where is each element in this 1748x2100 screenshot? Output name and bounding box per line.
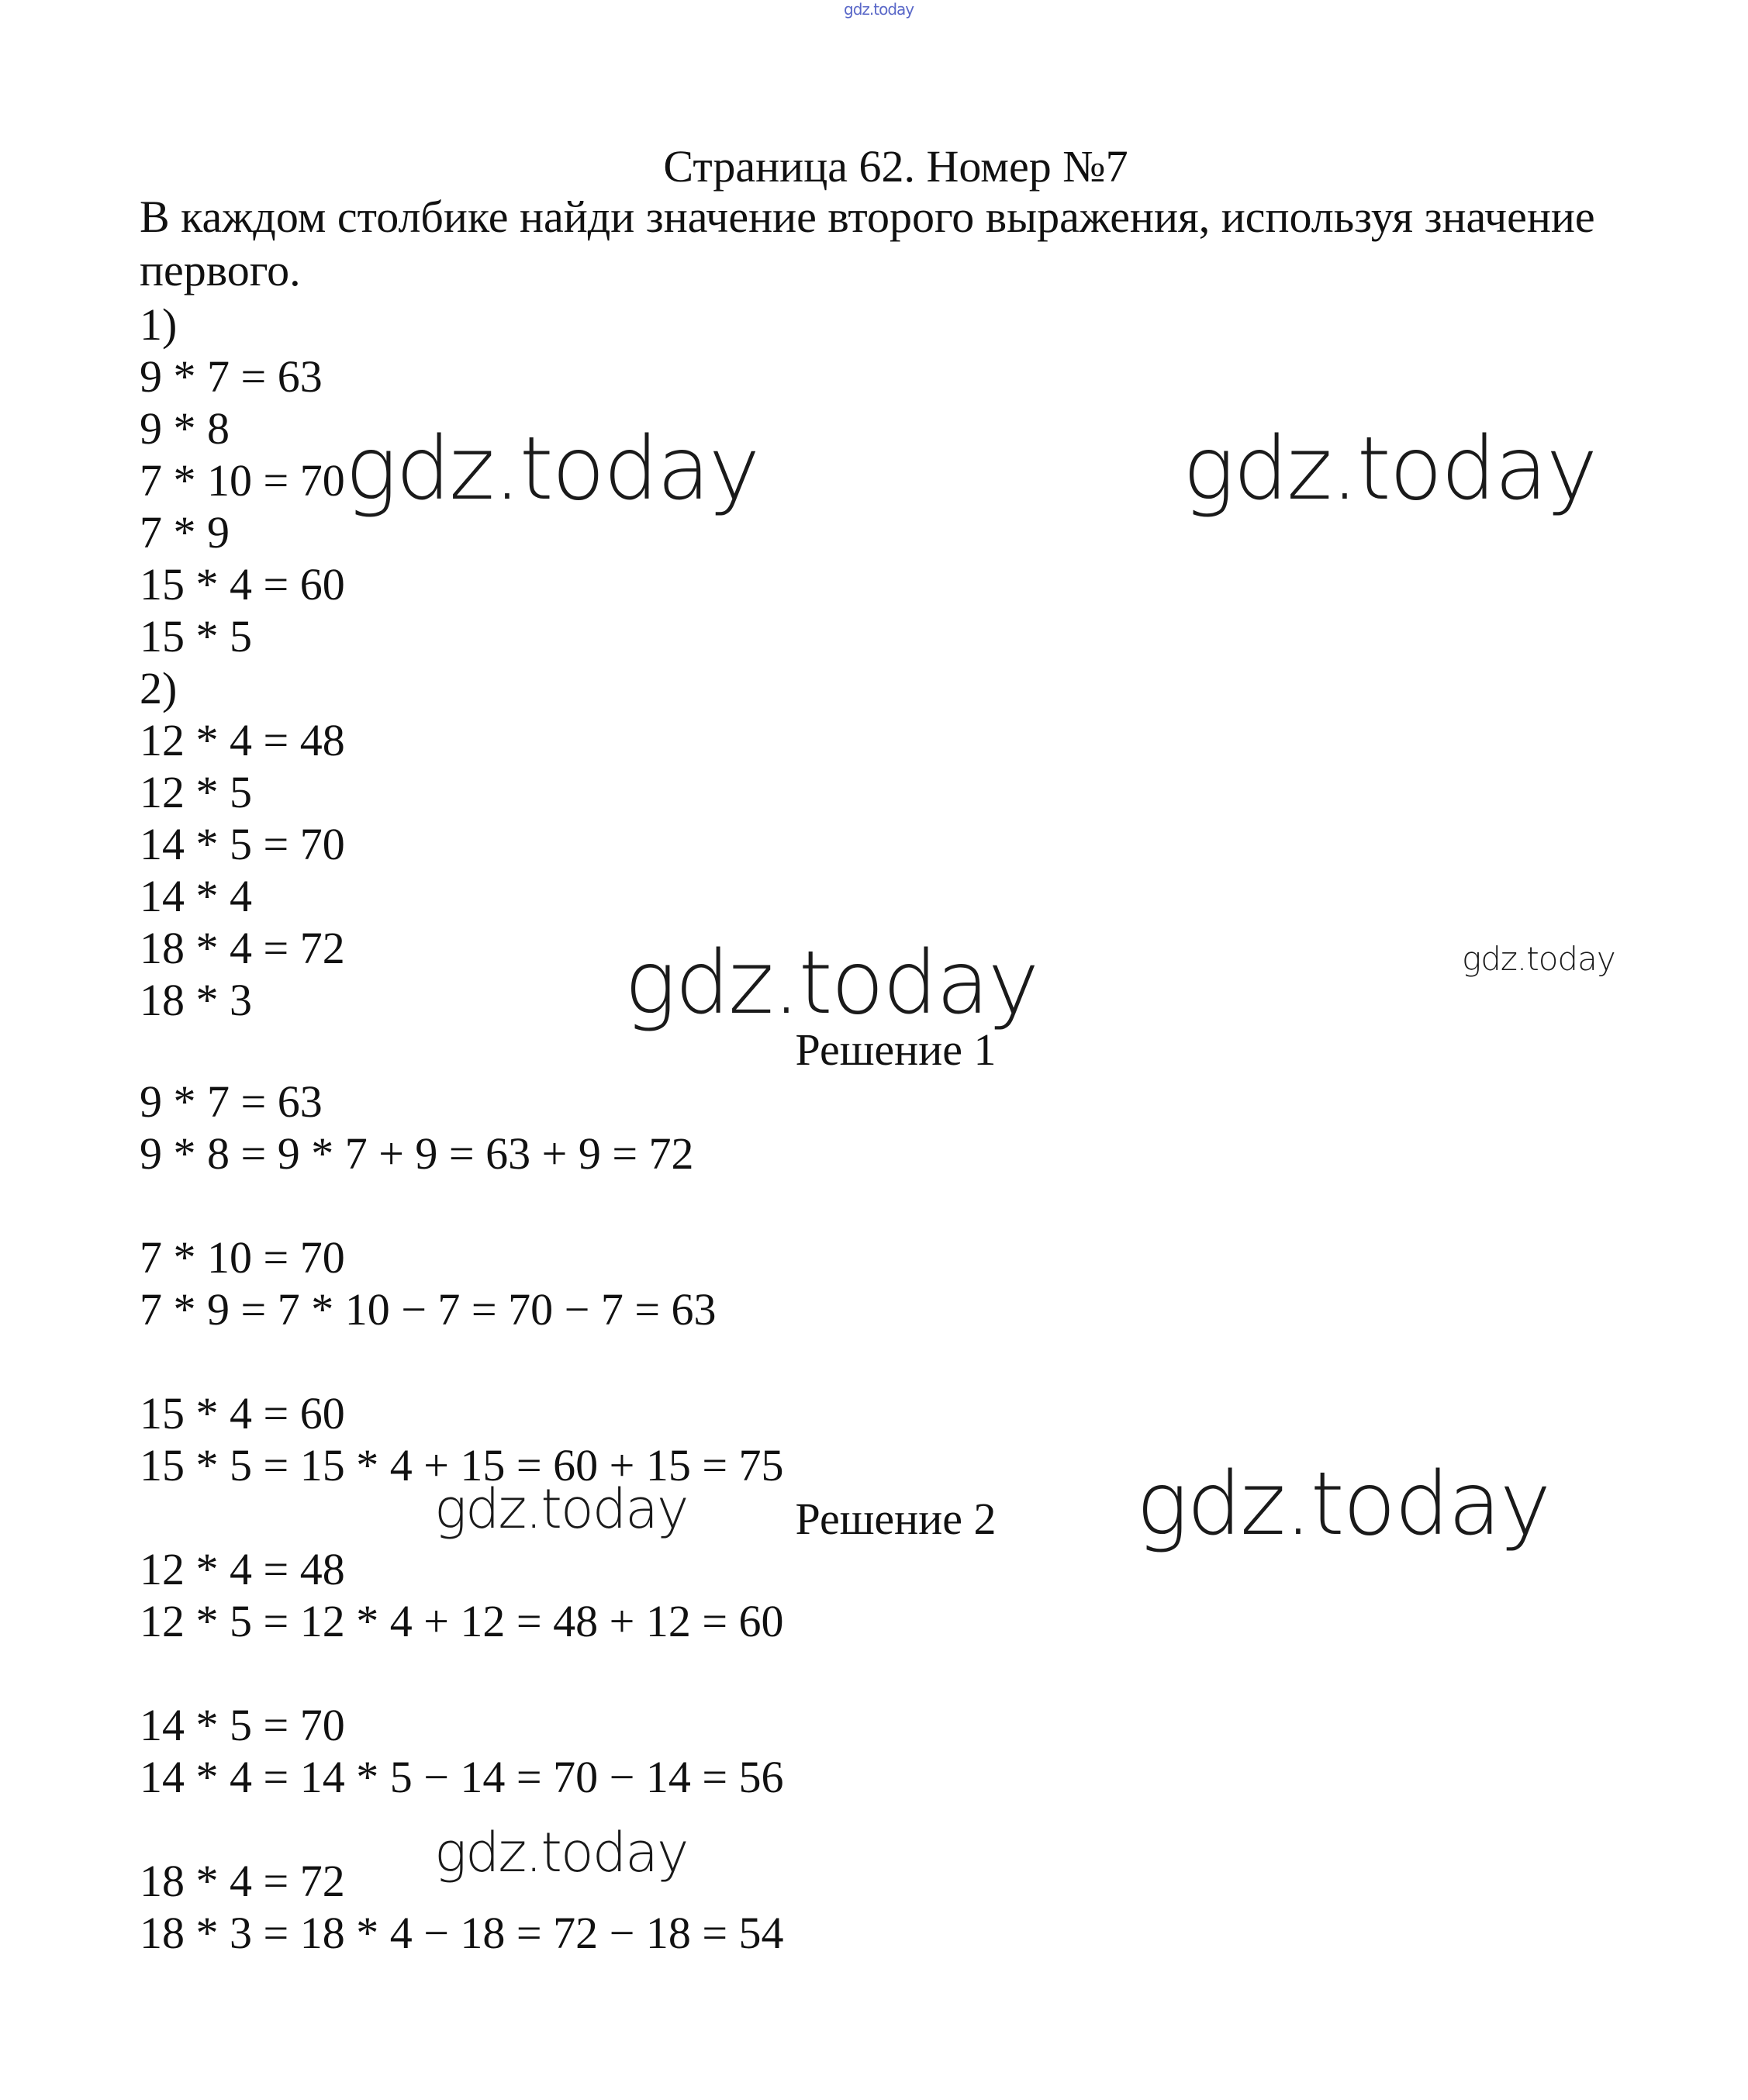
watermark: gdz.today	[1183, 419, 1597, 520]
watermark: gdz.today	[1462, 940, 1615, 978]
watermark: gdz.today	[1136, 1454, 1550, 1555]
watermark: gdz.today	[624, 933, 1038, 1034]
watermark: gdz.today	[345, 419, 759, 520]
expression-line: 18 * 4 = 72	[140, 923, 345, 973]
page-title: Страница 62. Номер №7	[663, 141, 1128, 192]
solution-line: 7 * 10 = 70	[140, 1232, 345, 1283]
solution-line: 12 * 4 = 48	[140, 1544, 345, 1594]
expression-line: 9 * 8	[140, 403, 230, 454]
expression-line: 15 * 4 = 60	[140, 559, 345, 610]
expression-line: 9 * 7 = 63	[140, 351, 323, 402]
watermark: gdz.today	[434, 1477, 688, 1541]
column-2-label: 2)	[140, 663, 178, 713]
expression-line: 18 * 3	[140, 975, 252, 1025]
solution-line: 15 * 4 = 60	[140, 1388, 345, 1439]
solution-line: 12 * 5 = 12 * 4 + 12 = 48 + 12 = 60	[140, 1596, 784, 1646]
expression-line: 12 * 4 = 48	[140, 715, 345, 765]
solution-line: 7 * 9 = 7 * 10 − 7 = 70 − 7 = 63	[140, 1284, 717, 1335]
solution-2-heading: Решение 2	[795, 1494, 997, 1544]
solution-line: 14 * 5 = 70	[140, 1700, 345, 1750]
solution-line: 18 * 3 = 18 * 4 − 18 = 72 − 18 = 54	[140, 1908, 784, 1958]
task-text: В каждом столбике найди значение второго выражения, используя значение первого.	[140, 192, 1595, 295]
solution-line: 9 * 7 = 63	[140, 1076, 323, 1127]
expression-line: 15 * 5	[140, 611, 252, 661]
solution-1-heading: Решение 1	[795, 1024, 997, 1075]
header-watermark: gdz.today	[844, 0, 914, 19]
watermark: gdz.today	[434, 1821, 688, 1884]
expression-line: 7 * 9	[140, 507, 230, 558]
solution-line: 9 * 8 = 9 * 7 + 9 = 63 + 9 = 72	[140, 1128, 694, 1179]
solution-line: 15 * 5 = 15 * 4 + 15 = 60 + 15 = 75	[140, 1440, 784, 1490]
solution-line: 18 * 4 = 72	[140, 1856, 345, 1906]
column-1-label: 1)	[140, 299, 178, 350]
expression-line: 14 * 4	[140, 871, 252, 921]
solution-line: 14 * 4 = 14 * 5 − 14 = 70 − 14 = 56	[140, 1752, 784, 1802]
expression-line: 7 * 10 = 70	[140, 455, 345, 506]
expression-line: 14 * 5 = 70	[140, 819, 345, 869]
expression-line: 12 * 5	[140, 767, 252, 817]
